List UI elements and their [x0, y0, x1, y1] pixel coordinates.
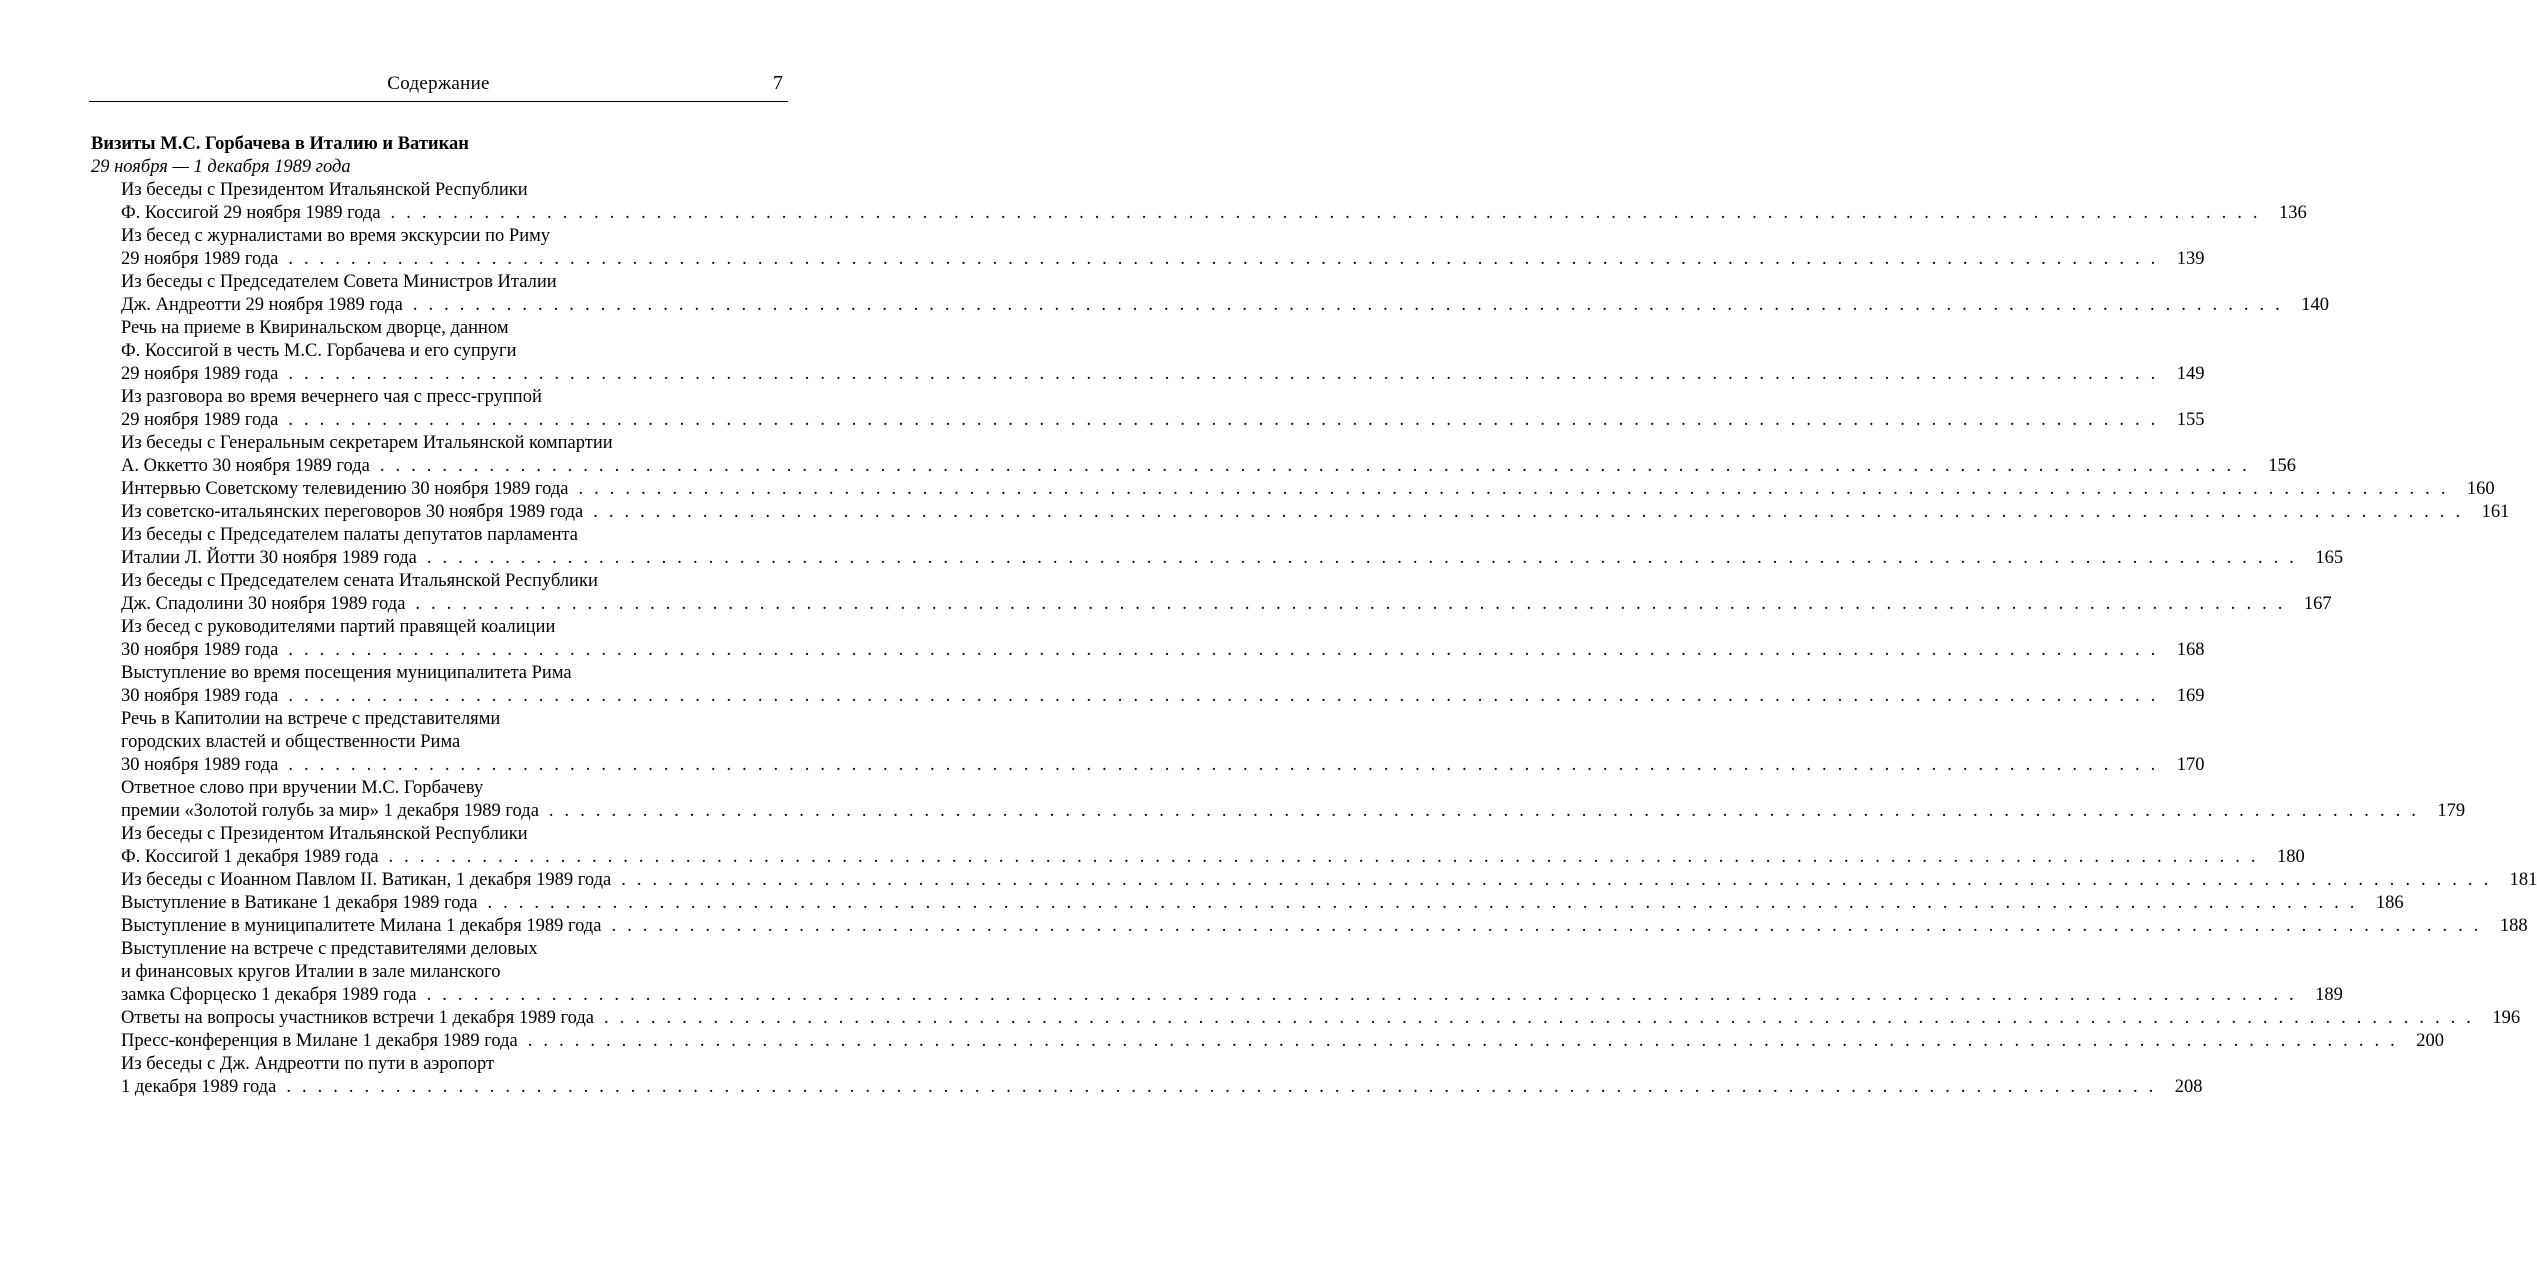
toc-entry-last-line [121, 754, 2205, 777]
dot-leader: . . . . . . . . . . . . . . . . . . . . . . . . . . . . . . . . . . . . . . . . . . . . . . . . . . . . . . . . . . . . . . . . . . . . . . . . . . . . . . . . . . . . . . . . . . . . . . . . . . . . . . . . . . . . . . . . . . . . . . . . [288, 755, 2159, 775]
toc-entry-page-number: 136 [2278, 203, 2307, 223]
toc-entry-title-line: Из разговора во время вечернего чая с пресс-группой [121, 387, 542, 407]
toc-entry-page-number: 165 [2315, 548, 2344, 568]
toc-entry-title-line: и финансовых кругов Италии в зале миланского [121, 962, 501, 982]
toc-entry-title-line: Ф. Коссигой в честь М.С. Горбачева и его супруги [121, 341, 517, 361]
toc-entry-title-line: 30 ноября 1989 года [121, 640, 279, 660]
toc-entry-title-line: Речь на приеме в Квиринальском дворце, данном [121, 318, 509, 338]
toc-entry-page-number: 149 [2176, 364, 2205, 384]
toc-entry-page-number: 179 [2437, 801, 2466, 821]
dot-leader: . . . . . . . . . . . . . . . . . . . . . . . . . . . . . . . . . . . . . . . . . . . . . . . . . . . . . . . . . . . . . . . . . . . . . . . . . . . . . . . . . . . . . . . . . . . . . . . . . . . . . . . . . . . . . . . . . . . . . . . . [426, 985, 2297, 1005]
toc-entry[interactable] [121, 432, 2297, 478]
toc-entry-last-line [121, 915, 2528, 938]
dot-leader: . . . . . . . . . . . . . . . . . . . . . . . . . . . . . . . . . . . . . . . . . . . . . . . . . . . . . . . . . . . . . . . . . . . . . . . . . . . . . . . . . . . . . . . . . . . . . . . . . . . . . . . . . . . . . . . . . . . . . . . . [412, 295, 2283, 315]
toc-entry-last-line [121, 409, 2205, 432]
toc-entry[interactable] [121, 386, 2205, 432]
toc-entry-page-number: 155 [2176, 410, 2205, 430]
toc-entry-title-line: Из беседы с Дж. Андреотти по пути в аэропорт [121, 1054, 495, 1074]
toc-entry[interactable] [121, 777, 2466, 823]
toc-entry-title-line: Из беседы с Президентом Итальянской Республики [121, 824, 528, 844]
dot-leader: . . . . . . . . . . . . . . . . . . . . . . . . . . . . . . . . . . . . . . . . . . . . . . . . . . . . . . . . . . . . . . . . . . . . . . . . . . . . . . . . . . . . . . . . . . . . . . . . . . . . . . . . . . . . . . . . . . . . . . . . [548, 801, 2420, 821]
toc-entry-title-line: Ф. Коссигой 1 декабря 1989 года [121, 847, 379, 867]
toc-entry[interactable] [121, 662, 2205, 708]
toc-entry[interactable] [121, 869, 2537, 892]
section-title: Визиты М.С. Горбачева в Италию и Ватикан [91, 134, 469, 154]
toc-entry-page-number: 167 [2303, 594, 2332, 614]
toc-entry-title-line: Из беседы с Председателем палаты депутатов парламента [121, 525, 578, 545]
toc-entry-title-line: 30 ноября 1989 года [121, 686, 279, 706]
section-dates: 29 ноября — 1 декабря 1989 года [91, 157, 351, 177]
toc-entry-page-number: 139 [2176, 249, 2205, 269]
toc-entry-title-line: Ответное слово при вручении М.С. Горбачеву [121, 778, 484, 798]
toc-entry-last-line [121, 455, 2297, 478]
toc-entry-last-line [121, 202, 2307, 225]
toc-entry[interactable] [121, 823, 2305, 869]
toc-entry-title-line: 29 ноября 1989 года [121, 364, 279, 384]
toc-entry-title-line: Из беседы с Председателем Совета Министров Италии [121, 272, 557, 292]
dot-leader: . . . . . . . . . . . . . . . . . . . . . . . . . . . . . . . . . . . . . . . . . . . . . . . . . . . . . . . . . . . . . . . . . . . . . . . . . . . . . . . . . . . . . . . . . . . . . . . . . . . . . . . . . . . . . . . . . . . . . . . . [603, 1008, 2475, 1028]
toc-entry-title-line: Речь в Капитолии на встрече с представителями [121, 709, 501, 729]
toc-entry-last-line [121, 984, 2343, 1007]
running-header [89, 71, 788, 102]
toc-entry-page-number: 168 [2176, 640, 2205, 660]
dot-leader: . . . . . . . . . . . . . . . . . . . . . . . . . . . . . . . . . . . . . . . . . . . . . . . . . . . . . . . . . . . . . . . . . . . . . . . . . . . . . . . . . . . . . . . . . . . . . . . . . . . . . . . . . . . . . . . . . . . . . . . . [288, 249, 2159, 269]
toc-entry-page-number: 160 [2466, 479, 2495, 499]
toc-entry-page-number: 200 [2416, 1031, 2444, 1051]
toc-entry[interactable] [121, 616, 2205, 662]
dot-leader: . . . . . . . . . . . . . . . . . . . . . . . . . . . . . . . . . . . . . . . . . . . . . . . . . . . . . . . . . . . . . . . . . . . . . . . . . . . . . . . . . . . . . . . . . . . . . . . . . . . . . . . . . . . . . . . . . . . . . . . . [288, 640, 2159, 660]
toc-entry[interactable] [121, 708, 2205, 777]
toc-entry-page-number: 181 [2509, 870, 2537, 890]
toc-entry-last-line [121, 248, 2205, 271]
dot-leader: . . . . . . . . . . . . . . . . . . . . . . . . . . . . . . . . . . . . . . . . . . . . . . . . . . . . . . . . . . . . . . . . . . . . . . . . . . . . . . . . . . . . . . . . . . . . . . . . . . . . . . . . . . . . . . . . . . . . . . . . [621, 870, 2492, 890]
toc-entry-page-number: 169 [2176, 686, 2205, 706]
toc-entries [121, 179, 2537, 1099]
toc-entry-title-line: замка Сфорцеско 1 декабря 1989 года [121, 985, 417, 1005]
dot-leader: . . . . . . . . . . . . . . . . . . . . . . . . . . . . . . . . . . . . . . . . . . . . . . . . . . . . . . . . . . . . . . . . . . . . . . . . . . . . . . . . . . . . . . . . . . . . . . . . . . . . . . . . . . . . . . . . . . . . . . . . [426, 548, 2298, 568]
toc-entry-page-number: 140 [2301, 295, 2329, 315]
toc-entry[interactable] [121, 915, 2528, 938]
dot-leader: . . . . . . . . . . . . . . . . . . . . . . . . . . . . . . . . . . . . . . . . . . . . . . . . . . . . . . . . . . . . . . . . . . . . . . . . . . . . . . . . . . . . . . . . . . . . . . . . . . . . . . . . . . . . . . . . . . . . . . . . [593, 502, 2464, 522]
toc-entry-title-line: Выступление во время посещения муниципалитета Рима [121, 663, 572, 683]
toc-entry-page-number: 186 [2375, 893, 2404, 913]
toc-entry[interactable] [121, 225, 2205, 271]
dot-leader: . . . . . . . . . . . . . . . . . . . . . . . . . . . . . . . . . . . . . . . . . . . . . . . . . . . . . . . . . . . . . . . . . . . . . . . . . . . . . . . . . . . . . . . . . . . . . . . . . . . . . . . . . . . . . . . . . . . . . . . . [390, 203, 2261, 223]
toc-entry-title-line: 29 ноября 1989 года [121, 249, 279, 269]
toc-entry-last-line [121, 501, 2510, 524]
toc-entry-title-line: А. Оккетто 30 ноября 1989 года [121, 456, 370, 476]
toc-entry-page-number: 161 [2481, 502, 2510, 522]
toc-entry[interactable] [121, 1007, 2521, 1030]
page-number: 7 [773, 72, 783, 94]
toc-entry-title-line: Ф. Коссигой 29 ноября 1989 года [121, 203, 381, 223]
toc-entry[interactable] [121, 892, 2404, 915]
running-header-title: Содержание [387, 73, 490, 94]
toc-entry-last-line [121, 639, 2205, 662]
toc-entry[interactable] [121, 1053, 2203, 1099]
toc-entry-title-line: премии «Золотой голубь за мир» 1 декабря 1989 года [121, 801, 539, 821]
toc-entry-last-line [121, 1076, 2203, 1099]
toc-entry[interactable] [121, 271, 2329, 317]
toc-entry-title-line: Из советско-итальянских переговоров 30 ноября 1989 года [121, 502, 584, 522]
toc-entry[interactable] [121, 938, 2343, 1007]
dot-leader: . . . . . . . . . . . . . . . . . . . . . . . . . . . . . . . . . . . . . . . . . . . . . . . . . . . . . . . . . . . . . . . . . . . . . . . . . . . . . . . . . . . . . . . . . . . . . . . . . . . . . . . . . . . . . . . . . . . . . . . . [415, 594, 2286, 614]
table-of-contents [91, 133, 2537, 1099]
toc-entry-title-line: Пресс-конференция в Милане 1 декабря 1989 года [121, 1031, 518, 1051]
toc-entry-last-line [121, 547, 2344, 570]
toc-entry[interactable] [121, 179, 2307, 225]
toc-entry-last-line [121, 294, 2329, 317]
toc-entry-last-line [121, 1007, 2521, 1030]
dot-leader: . . . . . . . . . . . . . . . . . . . . . . . . . . . . . . . . . . . . . . . . . . . . . . . . . . . . . . . . . . . . . . . . . . . . . . . . . . . . . . . . . . . . . . . . . . . . . . . . . . . . . . . . . . . . . . . . . . . . . . . . [527, 1031, 2398, 1051]
toc-entry[interactable] [121, 501, 2510, 524]
toc-entry-page-number: 170 [2176, 755, 2205, 775]
dot-leader: . . . . . . . . . . . . . . . . . . . . . . . . . . . . . . . . . . . . . . . . . . . . . . . . . . . . . . . . . . . . . . . . . . . . . . . . . . . . . . . . . . . . . . . . . . . . . . . . . . . . . . . . . . . . . . . . . . . . . . . . [288, 364, 2159, 384]
dot-leader: . . . . . . . . . . . . . . . . . . . . . . . . . . . . . . . . . . . . . . . . . . . . . . . . . . . . . . . . . . . . . . . . . . . . . . . . . . . . . . . . . . . . . . . . . . . . . . . . . . . . . . . . . . . . . . . . . . . . . . . . [578, 479, 2449, 499]
toc-entry-last-line [121, 869, 2537, 892]
toc-entry-title-line: Ответы на вопросы участников встречи 1 декабря 1989 года [121, 1008, 594, 1028]
toc-entry[interactable] [121, 478, 2495, 501]
toc-entry-title-line: Италии Л. Йотти 30 ноября 1989 года [121, 548, 417, 568]
toc-entry-title-line: Интервью Советскому телевидению 30 ноября 1989 года [121, 479, 569, 499]
toc-entry-title-line: 1 декабря 1989 года [121, 1077, 277, 1097]
toc-entry-title-line: Выступление в муниципалитете Милана 1 декабря 1989 года [121, 916, 602, 936]
toc-entry-page-number: 156 [2268, 456, 2297, 476]
toc-entry-page-number: 208 [2174, 1077, 2203, 1097]
toc-entry-page-number: 188 [2499, 916, 2528, 936]
toc-entry-title-line: Из бесед с руководителями партий правящей коалиции [121, 617, 556, 637]
toc-entry[interactable] [121, 570, 2332, 616]
toc-entry-title-line: городских властей и общественности Рима [121, 732, 461, 752]
toc-entry-last-line [121, 363, 2205, 386]
toc-entry-page-number: 180 [2276, 847, 2305, 867]
toc-entry-title-line: 30 ноября 1989 года [121, 755, 279, 775]
toc-entry-last-line [121, 800, 2466, 823]
toc-entry-title-line: Из беседы с Генеральным секретарем Итальянской компартии [121, 433, 613, 453]
dot-leader: . . . . . . . . . . . . . . . . . . . . . . . . . . . . . . . . . . . . . . . . . . . . . . . . . . . . . . . . . . . . . . . . . . . . . . . . . . . . . . . . . . . . . . . . . . . . . . . . . . . . . . . . . . . . . . . . . . . . . . . . [286, 1077, 2157, 1097]
dot-leader: . . . . . . . . . . . . . . . . . . . . . . . . . . . . . . . . . . . . . . . . . . . . . . . . . . . . . . . . . . . . . . . . . . . . . . . . . . . . . . . . . . . . . . . . . . . . . . . . . . . . . . . . . . . . . . . . . . . . . . . . [288, 410, 2159, 430]
dot-leader: . . . . . . . . . . . . . . . . . . . . . . . . . . . . . . . . . . . . . . . . . . . . . . . . . . . . . . . . . . . . . . . . . . . . . . . . . . . . . . . . . . . . . . . . . . . . . . . . . . . . . . . . . . . . . . . . . . . . . . . . [288, 686, 2159, 706]
toc-entry-last-line [121, 1030, 2444, 1053]
toc-entry-title-line: Из беседы с Иоанном Павлом II. Ватикан, 1 декабря 1989 года [121, 870, 612, 890]
toc-entry[interactable] [121, 1030, 2444, 1053]
toc-entry-title-line: 29 ноября 1989 года [121, 410, 279, 430]
toc-entry-title-line: Выступление на встрече с представителями деловых [121, 939, 538, 959]
dot-leader: . . . . . . . . . . . . . . . . . . . . . . . . . . . . . . . . . . . . . . . . . . . . . . . . . . . . . . . . . . . . . . . . . . . . . . . . . . . . . . . . . . . . . . . . . . . . . . . . . . . . . . . . . . . . . . . . . . . . . . . . [379, 456, 2251, 476]
dot-leader: . . . . . . . . . . . . . . . . . . . . . . . . . . . . . . . . . . . . . . . . . . . . . . . . . . . . . . . . . . . . . . . . . . . . . . . . . . . . . . . . . . . . . . . . . . . . . . . . . . . . . . . . . . . . . . . . . . . . . . . . [388, 847, 2259, 867]
toc-entry-title-line: Из бесед с журналистами во время экскурсии по Риму [121, 226, 551, 246]
toc-entry-title-line: Из беседы с Президентом Итальянской Республики [121, 180, 528, 200]
toc-entry-last-line [121, 892, 2404, 915]
toc-entry-last-line [121, 593, 2332, 616]
toc-entry-last-line [121, 685, 2205, 708]
toc-entry-last-line [121, 478, 2495, 501]
toc-entry-last-line [121, 846, 2305, 869]
toc-entry-title-line: Дж. Андреотти 29 ноября 1989 года [121, 295, 403, 315]
toc-entry-title-line: Из беседы с Председателем сената Итальянской Республики [121, 571, 598, 591]
toc-entry-page-number: 189 [2315, 985, 2343, 1005]
toc-entry-title-line: Дж. Спадолини 30 ноября 1989 года [121, 594, 406, 614]
toc-entry[interactable] [121, 524, 2344, 570]
toc-entry-page-number: 196 [2492, 1008, 2521, 1028]
toc-entry[interactable] [121, 317, 2205, 386]
toc-entry-title-line: Выступление в Ватикане 1 декабря 1989 года [121, 893, 478, 913]
dot-leader: . . . . . . . . . . . . . . . . . . . . . . . . . . . . . . . . . . . . . . . . . . . . . . . . . . . . . . . . . . . . . . . . . . . . . . . . . . . . . . . . . . . . . . . . . . . . . . . . . . . . . . . . . . . . . . . . . . . . . . . . [487, 893, 2358, 913]
dot-leader: . . . . . . . . . . . . . . . . . . . . . . . . . . . . . . . . . . . . . . . . . . . . . . . . . . . . . . . . . . . . . . . . . . . . . . . . . . . . . . . . . . . . . . . . . . . . . . . . . . . . . . . . . . . . . . . . . . . . . . . . [611, 916, 2482, 936]
